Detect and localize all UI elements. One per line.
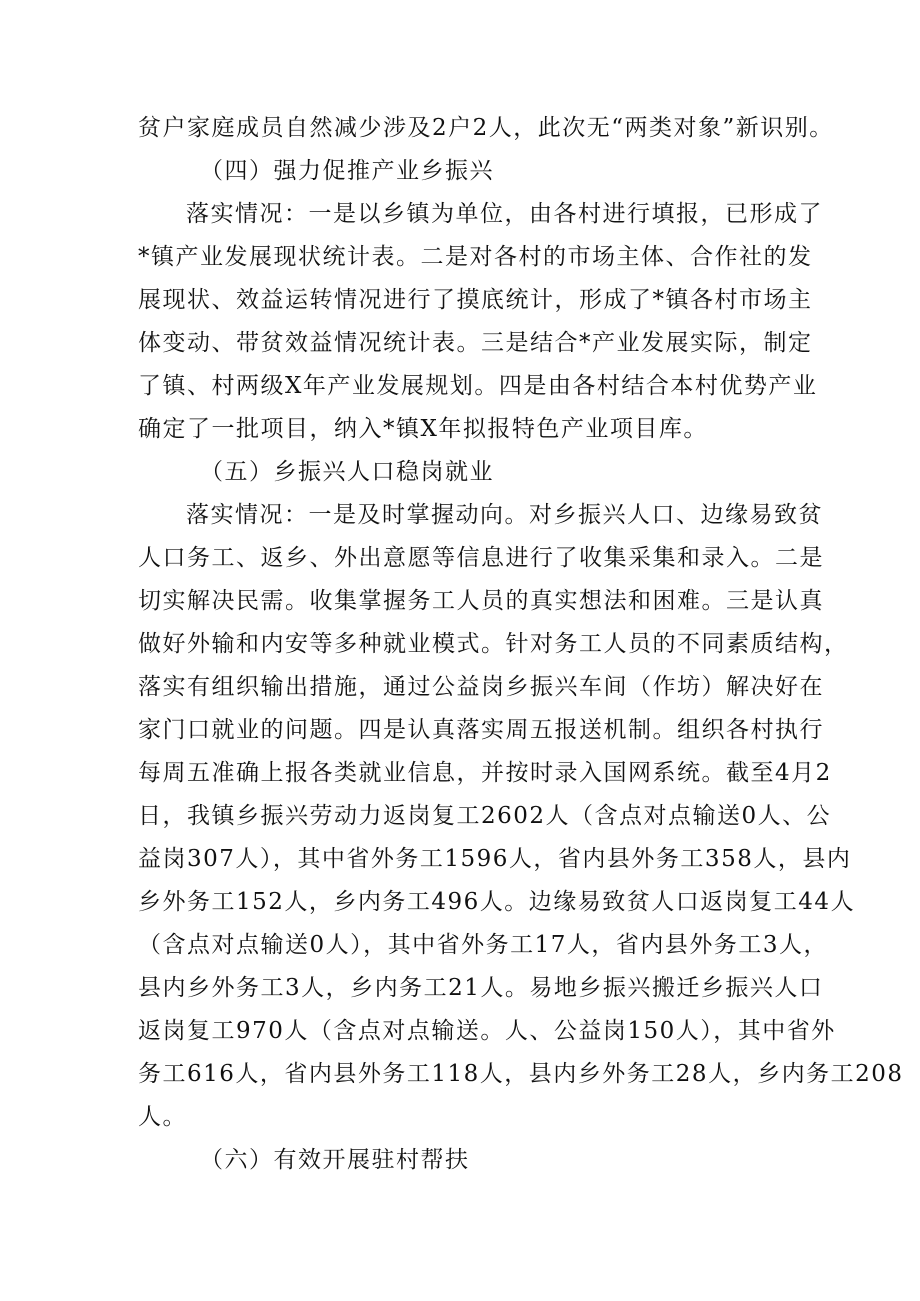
paragraph-line: 落实有组织输出措施，通过公益岗乡振兴车间（作坊）解决好在	[138, 674, 824, 700]
paragraph-line: 每周五准确上报各类就业信息，并按时录入国网系统。截至4月2	[138, 760, 832, 786]
paragraph-line: 了镇、村两级X年产业发展规划。四是由各村结合本村优势产业	[138, 373, 818, 399]
paragraph-line: *镇产业发展现状统计表。二是对各村的市场主体、合作社的发	[138, 244, 813, 270]
paragraph-line: 落实情况：一是及时掌握动向。对乡振兴人口、边缘易致贫	[186, 502, 823, 528]
paragraph-line: 落实情况：一是以乡镇为单位，由各村进行填报，已形成了	[186, 201, 823, 227]
paragraph-line: 做好外输和内安等多种就业模式。针对务工人员的不同素质结构，	[138, 631, 849, 657]
paragraph-line: 返岗复工970人（含点对点输送。人、公益岗150人），其中省外	[138, 1018, 836, 1044]
paragraph-line: 体变动、带贫效益情况统计表。三是结合*产业发展实际，制定	[138, 330, 813, 356]
paragraph-line: 县内乡外务工3人，乡内务工21人。易地乡振兴搬迁乡振兴人口	[138, 975, 824, 1001]
paragraph-line: 乡外务工152人，乡内务工496人。边缘易致贫人口返岗复工44人	[138, 889, 856, 915]
paragraph-line: 贫户家庭成员自然减少涉及2户2人，此次无“两类对象”新识别。	[138, 115, 834, 141]
paragraph-line: 切实解决民需。收集掌握务工人员的真实想法和困难。三是认真	[138, 588, 824, 614]
section-heading-six: （六）有效开展驻村帮扶	[200, 1147, 470, 1173]
paragraph-line: 人。	[138, 1104, 187, 1130]
paragraph-line: （含点对点输送0人），其中省外务工17人，省内县外务工3人，	[138, 932, 829, 958]
paragraph-line: 确定了一批项目，纳入*镇X年拟报特色产业项目库。	[138, 416, 708, 442]
paragraph-line: 益岗307人），其中省外务工1596人，省内县外务工358人，县内	[138, 846, 852, 872]
paragraph-line: 日，我镇乡振兴劳动力返岗复工2602人（含点对点输送0人、公	[138, 803, 832, 829]
section-heading-five: （五）乡振兴人口稳岗就业	[200, 459, 494, 485]
paragraph-line: 展现状、效益运转情况进行了摸底统计，形成了*镇各村市场主	[138, 287, 813, 313]
section-heading-four: （四）强力促推产业乡振兴	[200, 158, 494, 184]
paragraph-line: 家门口就业的问题。四是认真落实周五报送机制。组织各村执行	[138, 717, 824, 743]
paragraph-line: 人口务工、返乡、外出意愿等信息进行了收集采集和录入。二是	[138, 545, 824, 571]
paragraph-line: 务工616人，省内县外务工118人，县内乡外务工28人，乡内务工208	[138, 1061, 904, 1087]
